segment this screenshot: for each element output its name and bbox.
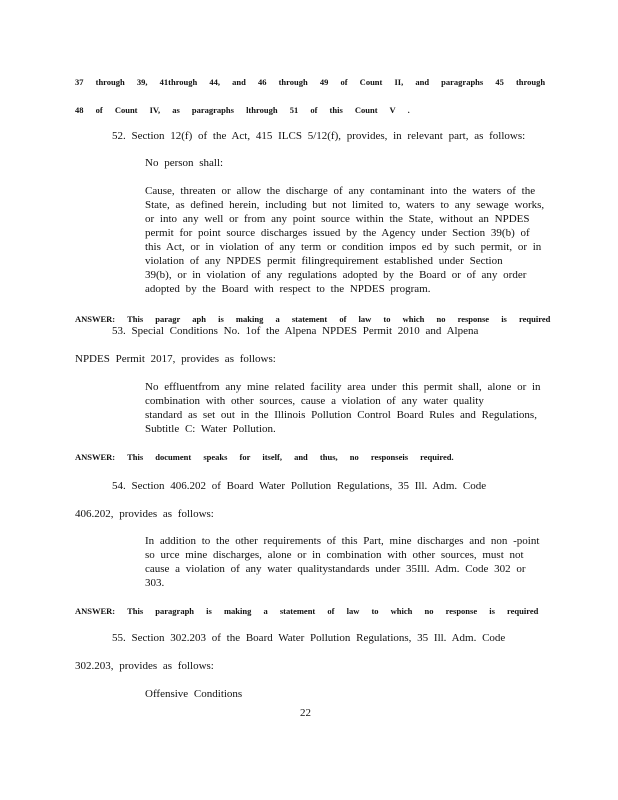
answer-line: ANSWER: This paragraph is making a statement of law to which no response is required bbox=[75, 606, 539, 616]
paragraph-54: 54. Section 406.202 of Board Water Pollution Regulations, 35 Ill. Adm. Code bbox=[112, 480, 487, 492]
quote-line: permit for point source discharges issued by the Agency under Section 39(b) of bbox=[145, 227, 530, 239]
quote-line: standard as set out in the Illinois Pollution Control Board Rules and Regulations, bbox=[145, 409, 537, 421]
quote-line: adopted by the Board with respect to the NPDES program. bbox=[145, 283, 431, 295]
text-line: NPDES Permit 2017, provides as follows: bbox=[75, 353, 276, 365]
quote-line: 39(b), or in violation of any regulations adopted by the Board or of any order bbox=[145, 269, 527, 281]
answer-line: ANSWER: This document speaks for itself, and thus, no responseis required. bbox=[75, 452, 454, 462]
quote-line: Cause, threaten or allow the discharge of any contaminant into the waters of the bbox=[145, 185, 536, 197]
paragraph-55: 55. Section 302.203 of the Board Water Pollution Regulations, 35 Ill. Adm. Code bbox=[112, 632, 506, 644]
quote-line: 303. bbox=[145, 577, 165, 589]
text-line: 37 through 39, 41through 44, and 46 through 49 of Count II, and paragraphs 45 through bbox=[75, 77, 546, 87]
text-line: Offensive Conditions bbox=[145, 688, 243, 700]
quote-line: No effluentfrom any mine related facility area under this permit shall, alone or in bbox=[145, 381, 541, 393]
text-line: No person shall: bbox=[145, 157, 224, 169]
paragraph-52: 52. Section 12(f) of the Act, 415 ILCS 5/12(f), provides, in relevant part, as follows: bbox=[112, 130, 526, 142]
text-line: 406.202, provides as follows: bbox=[75, 508, 214, 520]
text-line: 48 of Count IV, as paragraphs lthrough 51 of this Count V . bbox=[75, 105, 410, 115]
quote-line: In addition to the other requirements of this Part, mine discharges and non -point bbox=[145, 535, 540, 547]
paragraph-53: 53. Special Conditions No. 1of the Alpena NPDES Permit 2010 and Alpena bbox=[112, 325, 479, 337]
quote-line: or into any well or from any point source within the State, without an NPDES bbox=[145, 213, 530, 225]
quote-line: cause a violation of any water qualitystandards under 35Ill. Adm. Code 302 or bbox=[145, 563, 526, 575]
page-number: 22 bbox=[300, 707, 311, 719]
quote-line: combination with other sources, cause a violation of any water quality bbox=[145, 395, 484, 407]
quote-line: this Act, or in violation of any term or condition impos ed by such permit, or in bbox=[145, 241, 542, 253]
quote-line: violation of any NPDES permit filingrequirement established under Section bbox=[145, 255, 503, 267]
text-line: 302.203, provides as follows: bbox=[75, 660, 214, 672]
quote-line: so urce mine discharges, alone or in combination with other sources, must not bbox=[145, 549, 524, 561]
answer-line: ANSWER: This paragr aph is making a statement of law to which no response is required bbox=[75, 314, 551, 324]
quote-line: Subtitle C: Water Pollution. bbox=[145, 423, 276, 435]
quote-line: State, as defined herein, including but not limited to, waters to any sewage works, bbox=[145, 199, 545, 211]
